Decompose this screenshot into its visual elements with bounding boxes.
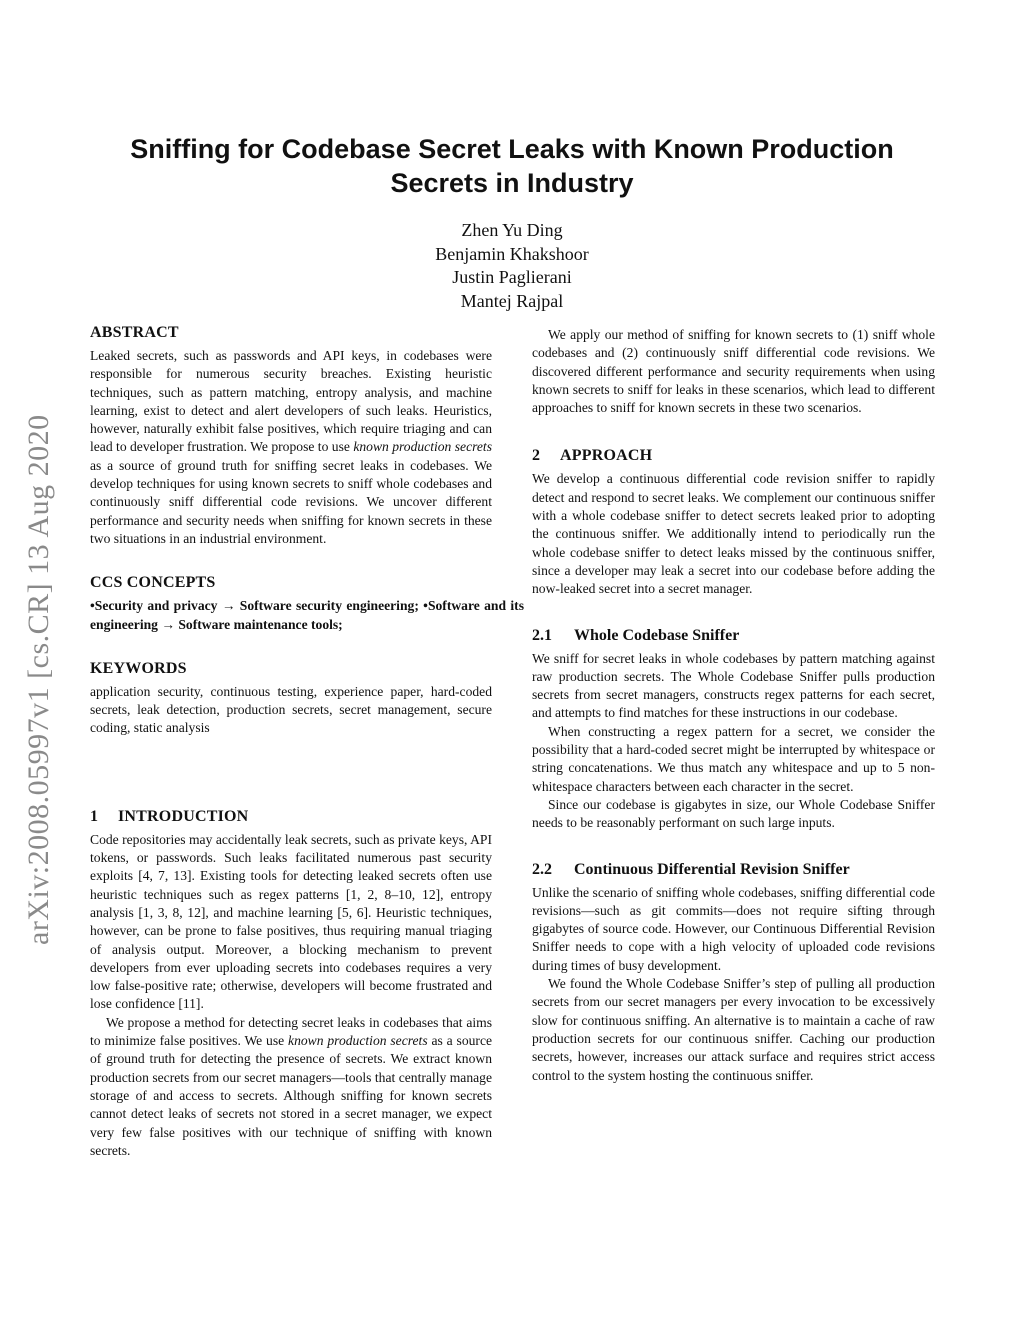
right-column: [532, 322, 935, 1085]
paper-title: [110, 132, 914, 200]
approach-heading: [532, 445, 935, 467]
section-number: 2: [532, 447, 541, 465]
author-name: Zhen Yu Ding: [461, 220, 563, 240]
intro-continued-paragraph: We apply our method of sniffing for known secrets to (1) sniff whole codebases and (2) continuously sniff differential code revisions. We discovered different performance and security requirements when using known secrets to sniff for leaks in these scenarios, which lead to different approaches to sniff for known secrets in these two scenarios.: [532, 327, 935, 416]
whole-codebase-heading: [532, 625, 935, 647]
section-title: INTRODUCTION: [118, 807, 249, 825]
introduction-paragraph: [90, 1014, 492, 1160]
continuous-sniffer-heading: [532, 859, 935, 881]
title-line-1: Sniffing for Codebase Secret Leaks with Known Production: [130, 134, 894, 164]
abstract-heading: ABSTRACT: [90, 324, 179, 341]
ccs-heading: CCS CONCEPTS: [90, 574, 216, 592]
author-name: Mantej Rajpal: [460, 290, 564, 311]
intro-emphasis: known production secrets: [288, 1033, 428, 1049]
intro-text-part: We propose a method for detecting secret leaks in codebases that aims to minimize false positives. We use: [90, 1014, 492, 1049]
subsection-title: Whole Codebase Sniffer: [574, 626, 740, 644]
whole-codebase-paragraph: When constructing a regex pattern for a secret, we consider the possibility that a hard-coded secret might be interrupted by whitespace or string concatenations. We thus match any whitespace and up to 5 non-whitespace characters between each character in the secret.: [532, 723, 935, 794]
abstract-text: [90, 347, 492, 548]
keywords-text: application security, continuous testing, experience paper, hard-coded secrets, leak detection, production secrets, secret management, secure coding, static analysis: [90, 683, 492, 736]
whole-codebase-paragraph: We sniff for secret leaks in whole codebases by pattern matching against raw production secrets. The Whole Codebase Sniffer pulls production secrets from secret managers, constructs regex patterns for each secret, and attempts to find matches for these instructions in our codebase.: [532, 650, 935, 721]
arxiv-identifier-stamp: arXiv:2008.05997v1 [cs.CR] 13 Aug 2020: [22, 414, 55, 945]
left-column: [90, 322, 524, 1160]
author-list: [312, 219, 712, 313]
section-title: APPROACH: [560, 447, 653, 465]
intro-text-part: as a source of ground truth for detecting the presence of secrets. We extract known production secrets from our secret managers—tools that centrally manage storage of and access to secrets. Although sniffing for known secrets cannot detect leaks of secrets not stored in a secret manager, we expect very few false positives with our technique of sniffing with known secrets.: [90, 1033, 493, 1158]
ccs-concepts-text: •Security and privacy → Software security engineering; •Software and its engineering → Software maintenance tools;: [90, 598, 524, 632]
abstract-text-part: Leaked secrets, such as passwords and API keys, in codebases were responsible for numerous security breaches. Existing heuristic techniques, such as pattern matching, entropy analysis, and machine learning, exist to detect and alert developers of such leaks. Heuristics, however, naturally exhibit false positives, which require triaging and can lead to developer frustration. We propose to use: [90, 348, 492, 455]
whole-codebase-paragraph: Since our codebase is gigabytes in size, our Whole Codebase Sniffer needs to be reasonably performant on such large inputs.: [532, 796, 935, 831]
abstract-emphasis: known production secrets: [353, 439, 493, 455]
author-name: Justin Paglierani: [452, 267, 572, 287]
author-name: Benjamin Khakshoor: [435, 243, 589, 264]
continuous-sniffer-paragraph: We found the Whole Codebase Sniffer’s step of pulling all production secrets from our secret managers per every invocation to be excessively slow for continuous sniffing. An alternative is to maintain a cache of raw production secrets for our continuous sniffer. Caching our production secrets, however, increases our attack surface and requires strict access control to the system hosting the continuous sniffer.: [532, 976, 935, 1083]
introduction-heading: [90, 806, 492, 828]
abstract-text-part: as a source of ground truth for sniffing secret leaks in codebases. We develop techniques for using known secrets to sniff whole codebases and continuously sniff differential code revisions. We uncover different performance and security needs when sniffing for known secrets in these two situations in an industrial environment.: [90, 457, 492, 546]
title-line-2: Secrets in Industry: [390, 168, 634, 198]
subsection-number: 2.2: [532, 860, 552, 878]
subsection-title: Continuous Differential Revision Sniffer: [574, 860, 850, 878]
subsection-number: 2.1: [532, 626, 552, 644]
keywords-heading: KEYWORDS: [90, 659, 187, 677]
approach-paragraph: We develop a continuous differential code revision sniffer to rapidly detect and respond to secret leaks. We complement our continuous sniffer with a whole codebase sniffer to detect secrets leaked prior to adopting the continuous sniffer. We additionally intend to periodically run the whole codebase sniffer to detect leaks missed by the continuous sniffer, since a developer may leak a secret into our codebase before adding the now-leaked secret into a secret manager.: [532, 471, 935, 597]
introduction-paragraph: Code repositories may accidentally leak secrets, such as private keys, API tokens, or passwords. Such leaks facilitated numerous past security exploits [4, 7, 13]. Existing tools for detecting leaked secrets often use heuristic techniques such as regex patterns [1, 2, 8–10, 12], entropy analysis [1, 3, 8, 12], and machine learning [5, 6]. Heuristic techniques, however, can be prone to false positives, thus requiring manual triaging of analysis output. Moreover, a blocking mechanism to prevent developers from ever uploading secrets into codebases requires a very low false-positive rate; otherwise, developers will become frustrated and lose confidence [11].: [90, 831, 492, 1012]
section-number: 1: [90, 807, 99, 825]
continuous-sniffer-paragraph: Unlike the scenario of sniffing whole codebases, sniffing differential code revisions—such as git commits—does not require sifting through gigabytes of source code. However, our Continuous Differential Revision Sniffer needs to cope with a high velocity of uploaded code revisions during times of busy development.: [532, 884, 935, 973]
